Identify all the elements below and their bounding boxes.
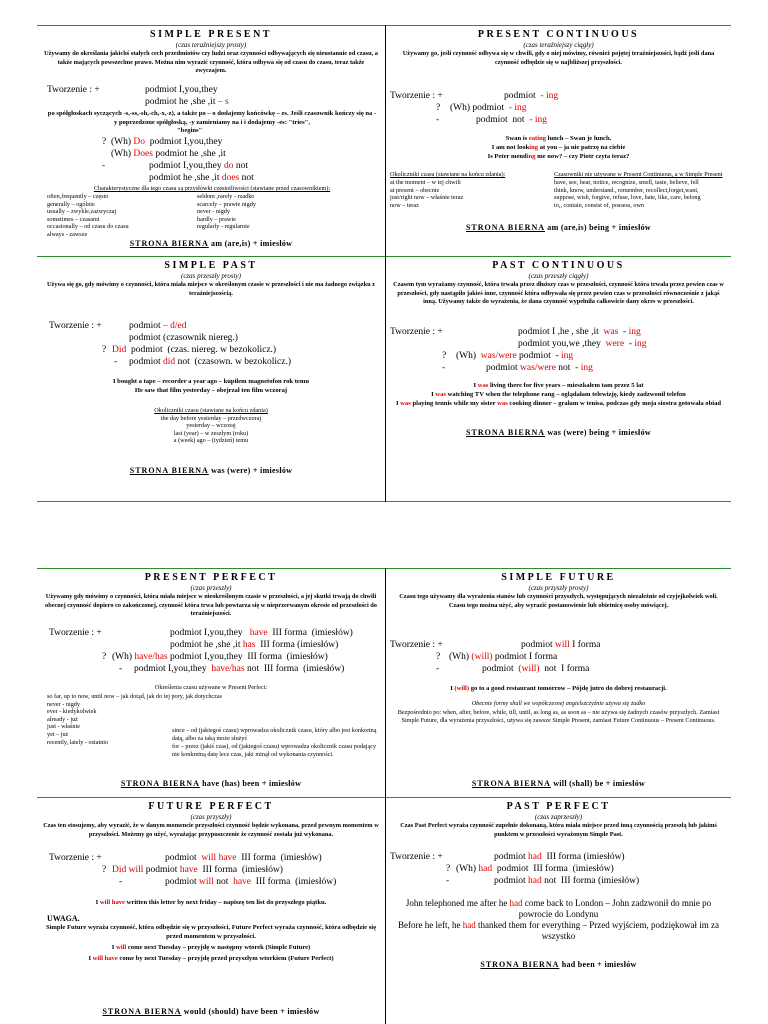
example-3: I was playing tennis while my sister was cooking dinner – grałam w tenisa, podczas gdy moja siostra gotowała obiad (395, 400, 722, 407)
question-label: ? (102, 652, 107, 662)
negative-label: - (102, 161, 106, 171)
spelling-example: "begins" (177, 127, 203, 134)
adverbs-heading: Określenia czasu używane w Present Perfect: (154, 684, 268, 691)
note-shall: Obecnie formy shall we współczesnej angielszczyźnie używa się żadko (471, 700, 646, 707)
section-subtitle: (czas przyszły) (190, 813, 232, 821)
passive-voice: STRONA BIERNA am (are,is) + imiesłów (129, 239, 293, 248)
simple-future-section (386, 569, 731, 797)
affirmative-2: podmiot (czasownik niereg.) (129, 333, 238, 343)
for-note: for – przez (jakiś czas), od (jakiegoś czasu) wprowadza okolicznik czasu podający nie konkretną datę lecz czas, jaki minął od wykonania czynności. (172, 743, 377, 758)
passive-voice: STRONA BIERNA have (has) been + imiesłów (120, 779, 302, 788)
affirmative-1: podmiot will I forma (521, 640, 601, 650)
present-continuous-section (386, 26, 731, 256)
since-note: since – od (jakiegoś czasu) wprowadza okolicznik czasu, który albo jest konkretną datą, albo za taką może służyć (172, 727, 377, 742)
example-1: I will have written this letter by next friday – napiszę ten list do przyszłego piątku. (95, 899, 327, 906)
example-1: I (will) go to a good restaurant tomorrow – Pójdę jutro do dobrej restauracji. (450, 685, 667, 692)
negative-1: podmiot I,you,they do not (149, 161, 248, 171)
section-title: FUTURE PERFECT (148, 801, 274, 812)
example-3: I will have come by next Tuesday – przyjdę przed przyszłym wtorkiem (Future Perfect) (88, 955, 334, 962)
formation-label: Tworzenie : + (390, 852, 443, 862)
example-3: Is Peter mending me now? – czy Piotr czyta teraz? (487, 153, 630, 160)
adverbs-heading: Charakterystyczne dla tego czasu są przysłówki częstotliwości (stawiane przed czasownikiem): (93, 185, 331, 192)
passive-voice: STRONA BIERNA would (should) have been + imiesłów (102, 1007, 320, 1016)
example-1: Swan is eating lunch – Swan je lunch. (505, 135, 612, 142)
formation-label: Tworzenie : + (49, 628, 102, 638)
affirmative-1: podmiot I ,he , she ,it was - ing (518, 327, 641, 337)
example-2: I was watching TV when the telephone rang – oglądałam telewizję, kiedy zadzwonił telefon (431, 391, 686, 398)
section-description: Używa się go, gdy mówimy o czynności, która miała miejsce w określonym czasie w przeszłości i nie ma żadnego związku z teraźniejszością. (47, 281, 375, 297)
section-description: Czasu tego używamy dla wyrażenia stanów lub czynności przyszłych, występujących niezależnie od czyjejkolwiek woli. Czasu tego można użyć, aby wyrazić postanowienie lub obietnicę osoby mówiącej. (399, 593, 718, 609)
section-title: PAST CONTINUOUS (492, 260, 625, 271)
present-perfect-section (37, 569, 385, 797)
negative-label: - (442, 363, 446, 373)
spelling-rule: po spółgłoskach syczących -s,-ss,-sh,-ch,-x,-z), a także po – o dodajemy końcówkę – es. Jeśli czasownik kończy się na -y poprzedzone spółgłoską, -y zamieniamy na i i dodajemy -es: "tries", (47, 110, 377, 126)
past-continuous-section (386, 257, 731, 501)
negative-1: podmiot did not (czasown. w bezokolicz.) (129, 357, 291, 367)
formation-label: Tworzenie : + (390, 640, 443, 650)
negative-label: - (436, 115, 440, 125)
note-time-clauses: Bezpośrednio po: when, after, before, while, till, until, as long as, as soon as – nie używa się żadnych czasów przyszłych. Zamiast Simple Future, dla wyrażenia przyszłości, używa się zawsze Simple Present, zamiast Future Continuous – Present Continuous. (397, 709, 720, 724)
question-label: ? (102, 345, 107, 355)
negative-1: podmiot had not III forma (imiesłów) (494, 876, 640, 886)
affirmative-1: podmiot I,you,they have III forma (imiesłów) (170, 628, 353, 638)
simple-present-section (37, 26, 385, 256)
passive-voice: STRONA BIERNA had been + imiesłów (480, 960, 637, 969)
question-2: (Wh) Does podmiot he ,she ,it (111, 149, 226, 159)
passive-voice: STRONA BIERNA am (are,is) being + imiesłów (465, 223, 651, 232)
negative-label: - (446, 876, 450, 886)
example-2: I will come next Tuesday – przyjdę w następny wtorek (Simple Future) (111, 944, 311, 951)
passive-voice: STRONA BIERNA will (shall) be + imiesłów (471, 779, 646, 788)
question-1: Did podmiot (czas. niereg. w bezokolicz.) (112, 345, 277, 355)
adverbs-list: at the moment – w tej chwili at present – obecnie just/right now – właśnie teraz now – teraz (390, 179, 464, 209)
question-1: (Wh) podmiot - ing (450, 103, 527, 113)
formation-label: Tworzenie : + (390, 327, 443, 337)
section-subtitle: (czas przeszły ciągły) (528, 272, 589, 280)
section-title: SIMPLE FUTURE (501, 572, 616, 583)
section-subtitle: (czas przyszły prosty) (528, 584, 589, 592)
passive-voice: STRONA BIERNA was (were) + imiesłów (129, 466, 293, 475)
section-title: PRESENT CONTINUOUS (477, 29, 640, 40)
question-label: ? (436, 103, 441, 113)
negative-1: podmiot will not have III forma (imiesłów) (165, 877, 337, 887)
adverbs-heading: Okoliczniki czasu (stawiane na końcu zdania) (154, 407, 268, 414)
section-description: Czasem tym wyrażamy czynność, która trwała przez dłuższy czas w przeszłości, czynność która trwała przez pewien czas w przeszłości, gdy nastąpiło jakieś inne, czynność która odbywała się przez pewien czas w przeszłości równocześnie z jakąś inną. Używamy także do wyrażenia, że dana czynność wypełniła całkowicie dany okres w przeszłości. (393, 281, 724, 306)
section-subtitle: (czas przeszły) (190, 584, 232, 592)
verbs-heading: Czasowniki nie używane w Present Continuous, a w Simple Present (554, 171, 723, 178)
question-label: ? (102, 865, 107, 875)
affirmative-1: podmiot had III forma (imiesłów) (494, 852, 625, 862)
affirmative-2: podmiot he ,she ,it has III forma (imiesłów) (170, 640, 339, 650)
section-subtitle: (czas przeszły prosty) (180, 272, 241, 280)
negative-2: podmiot he ,she ,it does not (149, 173, 254, 183)
negative-1: podmiot not - ing (476, 115, 547, 125)
section-description: Używamy go, jeśli czynność odbywa się w chwili, gdy o niej mówimy, również pojętej teraźniejszości, bądź jeśli dana czynność odbędzie się w najbliższej przyszłości. (402, 50, 715, 66)
example-2: He saw that film yesterday – obejrzał ten film wczoraj (134, 387, 288, 394)
adverbs-left: often,frequently – często generally – ogólnie usually – zwykle,zazwyczaj sometimes – czasami occasionally – od czasu do czasu always - zawsze (47, 193, 129, 238)
question-1: Did will podmiot have III forma (imiesłów) (112, 865, 283, 875)
formation-label: Tworzenie : + (49, 321, 102, 331)
section-subtitle: (czas teraźniejszy prosty) (175, 41, 247, 49)
section-title: SIMPLE PRESENT (150, 29, 272, 40)
affirmative-2: podmiot he ,she ,it – s (145, 97, 229, 107)
question-label: ? (436, 652, 441, 662)
negative-label: - (114, 357, 118, 367)
negative-1: podmiot was/were not - ing (486, 363, 593, 373)
question-1: (Wh) had podmiot III forma (imiesłów) (456, 864, 614, 874)
formation-label: Tworzenie : + (390, 91, 443, 101)
verbs-list: have, see, hear, notice, recognize, smell, taste, believe, fell think, know, understand., remember, recollect,forget,want, suppose, wish, forgive, refuse, love, hate, like, care, belong to,, contain, consist of, possess, own (554, 179, 701, 209)
negative-label: - (436, 664, 440, 674)
section-title: SIMPLE PAST (164, 260, 258, 271)
formation-label: Tworzenie : + (47, 85, 100, 95)
section-subtitle: (czas teraźniejszy ciągły) (523, 41, 594, 49)
note-text: Simple Future wyraża czynność, która odbędzie się w przyszłości, Future Perfect wyraża czynność, która odbędzie się przed momentem w przyszłości. (45, 924, 377, 940)
negative-1: podmiot (will) not I forma (482, 664, 590, 674)
section-subtitle: (czas zaprzeszły) (534, 813, 583, 821)
negative-label: - (119, 664, 123, 674)
section-title: PRESENT PERFECT (144, 572, 278, 583)
future-perfect-section (37, 798, 385, 1024)
question-label: ? (446, 864, 451, 874)
example-1: I bought a tape – recorder a year ago – kupiłem magnetofon rok temu (112, 378, 310, 385)
affirmative-1: podmiot I,you,they (145, 85, 218, 95)
adverbs-block: Okoliczniki czasu (stawiane na końcu zdania) the day before yesterday – przedwczoraj yesterday – wczoraj last (year) – w zeszłym (roku) a (week) ago – (tydzień) temu (37, 407, 385, 445)
adverbs-right: seldom ,rarely - rzadko scarcely – prawie nigdy never - nigdy hardly – prawie regularly - regularnie (197, 193, 256, 231)
negative-label: - (119, 877, 123, 887)
negative-1: podmiot I,you,they have/has not III forma (imiesłów) (134, 664, 345, 674)
affirmative-2: podmiot you,we ,they were - ing (518, 339, 647, 349)
question-label: ? (102, 137, 107, 147)
question-1: (Wh) was/were podmiot - ing (456, 351, 574, 361)
section-title: PAST PERFECT (506, 801, 611, 812)
adverbs-left: so far, up to now, until now – jak dotąd, jak do tej pory, jak dotychczas never - nigdy ever - kiedykolwiek already - już just - właśnie yet – już recently, lately - ostatnio (47, 693, 223, 746)
example-2: I am not looking at you – ja nie patrzę na ciebie (491, 144, 626, 151)
example-2: Before he left, he had thanked them for everything – Przed wyjściem, podziękował im za wszystko (398, 920, 719, 941)
section-description: Używamy gdy mówimy o czynności, która miała miejsce w nieokreślonym czasie w przeszłości, a jej skutki trwają do chwili obecnej czynność dopiero co zakończonej, czynność która trwa lub powtarza się w nieprzerwanym okresie od przeszłości do teraźniejszości. (45, 593, 377, 618)
affirmative-1: podmiot – d/ed (129, 321, 187, 331)
section-description: Używamy do określania jakichś stałych cech przedmiotów czy ludzi oraz czynności odbywających się nieustannie od czasu, a także mających powszechne prawo. Można nim wyrazić czynność, która odbywa się od czasu do czasu, teraz także zwyczajem. (44, 50, 378, 75)
section-description: Czas Past Perfect wyraża czynność zupełnie dokonaną, która miała miejsce przed inną czynnością przeszłą lub jakimś punktem w przeszłości wyrażonym Simple Past. (400, 822, 717, 838)
affirmative-1: podmiot will have III forma (imiesłów) (165, 853, 322, 863)
formation-label: Tworzenie : + (49, 853, 102, 863)
question-1: (Wh) Do podmiot I,you,they (111, 137, 223, 147)
simple-past-section (37, 257, 385, 501)
past-perfect-section (386, 798, 731, 1024)
row2-divider (37, 501, 731, 502)
note-heading: UWAGA. (47, 914, 80, 923)
question-label: ? (442, 351, 447, 361)
section-description: Czas ten stosujemy, aby wyrazić, że w danym momencie przyszłości czynność będzie wykonana, przed pewnym momentem w przyszłości. Możemy go użyć, wyrażając przypuszczenie że czynność została już wykonana. (43, 822, 379, 838)
example-1: I was living there for five years – mieszkałem tam przez 5 lat (473, 382, 644, 389)
affirmative-1: podmiot - ing (504, 91, 559, 101)
question-1: (Wh) have/has podmiot I,you,they III forma (imiesłów) (112, 652, 328, 662)
example-1: John telephoned me after he had come back to London – John zadzwonił do mnie po powrocie do Londynu (405, 898, 712, 919)
question-1: (Wh) (will) podmiot I forma (449, 652, 558, 662)
passive-voice: STRONA BIERNA was (were) being + imiesłów (466, 428, 651, 437)
adverbs-heading: Okoliczniki czasu (stawiane na końcu zdania): (390, 171, 506, 178)
